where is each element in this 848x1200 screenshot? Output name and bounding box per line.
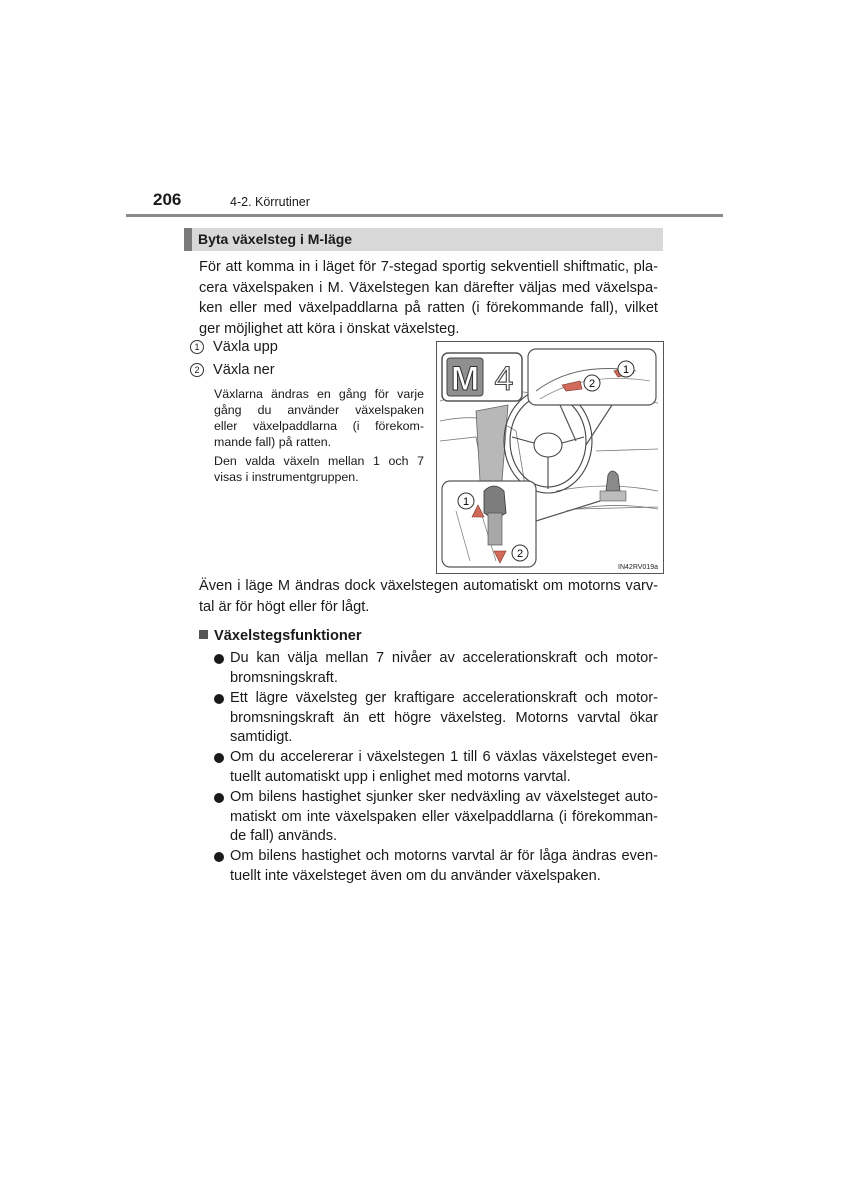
bullet-dot-icon xyxy=(214,654,224,664)
bullet-dot-icon xyxy=(214,753,224,763)
intro-line: ken eller med växelpaddlarna på ratten (i förekommande fall), vilket xyxy=(199,300,658,316)
bullet-line: bromsningskraft än ett högre växelsteg. Motorns varvtal ökar xyxy=(230,709,658,726)
list-item-shift-up xyxy=(190,339,278,355)
number-1-icon: 1 xyxy=(190,340,204,354)
figure-code: IN42RV019a xyxy=(618,564,658,571)
note-line: Växlarna ändras en gång för varje xyxy=(214,387,424,401)
page-number: 206 xyxy=(153,190,182,209)
callout-2-label: 2 xyxy=(588,378,596,390)
para-line: Även i läge M ändras dock växelstegen automatiskt om motorns varv- xyxy=(199,578,658,594)
bullet-line: tuellt inte växelsteget även om du använder växelspaken. xyxy=(230,867,601,884)
note-line: gång du använder växelspaken xyxy=(214,403,424,417)
bullet-line: Ett lägre växelsteg ger kraftigare accelerationskraft och motor- xyxy=(230,690,658,706)
intro-line: cera växelspaken i M. Växelstegen kan därefter väljas med växelspa- xyxy=(199,279,658,296)
list-item-shift-down xyxy=(190,362,275,378)
mode-letter: M xyxy=(450,360,480,398)
auto-change-paragraph xyxy=(199,576,658,617)
bullet-dot-icon xyxy=(214,852,224,862)
bullet-line: Om bilens hastighet sjunker sker nedväxling av växelsteget auto- xyxy=(230,789,658,805)
bullet-line: matiskt om inte växelspaken eller växelpaddlarna (i förekomman- xyxy=(230,808,658,825)
note-line: Den valda växeln mellan 1 och 7 xyxy=(214,454,424,468)
gear-display-box xyxy=(442,353,522,401)
paddle-inset xyxy=(528,349,656,405)
lever-callout-1-label: 1 xyxy=(462,496,470,508)
list-item-label: Växla upp xyxy=(213,339,278,355)
bullet-line: samtidigt. xyxy=(230,729,293,745)
section-title-accent xyxy=(184,228,192,251)
intro-line: För att komma in i läget för 7-stegad sportig sekventiell shiftmatic, pla- xyxy=(199,259,658,275)
section-reference: 4-2. Körrutiner xyxy=(230,195,310,209)
intro-paragraph xyxy=(199,257,658,339)
lever-callout-2-label: 2 xyxy=(516,548,524,560)
list-item-label: Växla ner xyxy=(213,362,275,378)
note-line: mande fall) på ratten. xyxy=(214,435,332,449)
square-bullet-icon xyxy=(199,630,208,639)
intro-line: ger möjlighet att köra i önskat växelsteg. xyxy=(199,320,460,337)
bullet-dot-icon xyxy=(214,793,224,803)
section-title: Byta växelsteg i M-läge xyxy=(198,231,353,247)
note-line: visas i instrumentgruppen. xyxy=(214,470,359,484)
bullet-dot-icon xyxy=(214,694,224,704)
shift-illustration xyxy=(436,341,664,574)
bullet-line: Om du accelererar i växelstegen 1 till 6 växlas växelsteget even- xyxy=(230,749,658,765)
subsection-title: Växelstegsfunktioner xyxy=(214,628,362,644)
bullet-line: bromsningskraft. xyxy=(230,669,338,686)
note-line: eller växelpaddlarna (i förekom- xyxy=(214,419,424,433)
para-line: tal är för högt eller för lågt. xyxy=(199,598,370,615)
illustration-svg xyxy=(436,341,664,574)
bullet-line: tuellt automatiskt upp i enlighet med motorns varvtal. xyxy=(230,768,571,785)
bullet-line: de fall) används. xyxy=(230,828,338,844)
lever-inset xyxy=(442,481,536,567)
note-gear-display xyxy=(214,453,424,485)
bullet-line: Om bilens hastighet och motorns varvtal är för låga ändras even- xyxy=(230,848,658,864)
subsection-heading xyxy=(199,628,362,644)
instrument-cluster-shape xyxy=(476,405,508,481)
note-gear-change xyxy=(214,386,424,450)
bullet-line: Du kan välja mellan 7 nivåer av accelerationskraft och motor- xyxy=(230,650,658,666)
gear-digit: 4 xyxy=(494,360,514,398)
header-rule xyxy=(126,214,723,217)
number-2-icon: 2 xyxy=(190,363,204,377)
callout-1-label: 1 xyxy=(622,364,630,376)
